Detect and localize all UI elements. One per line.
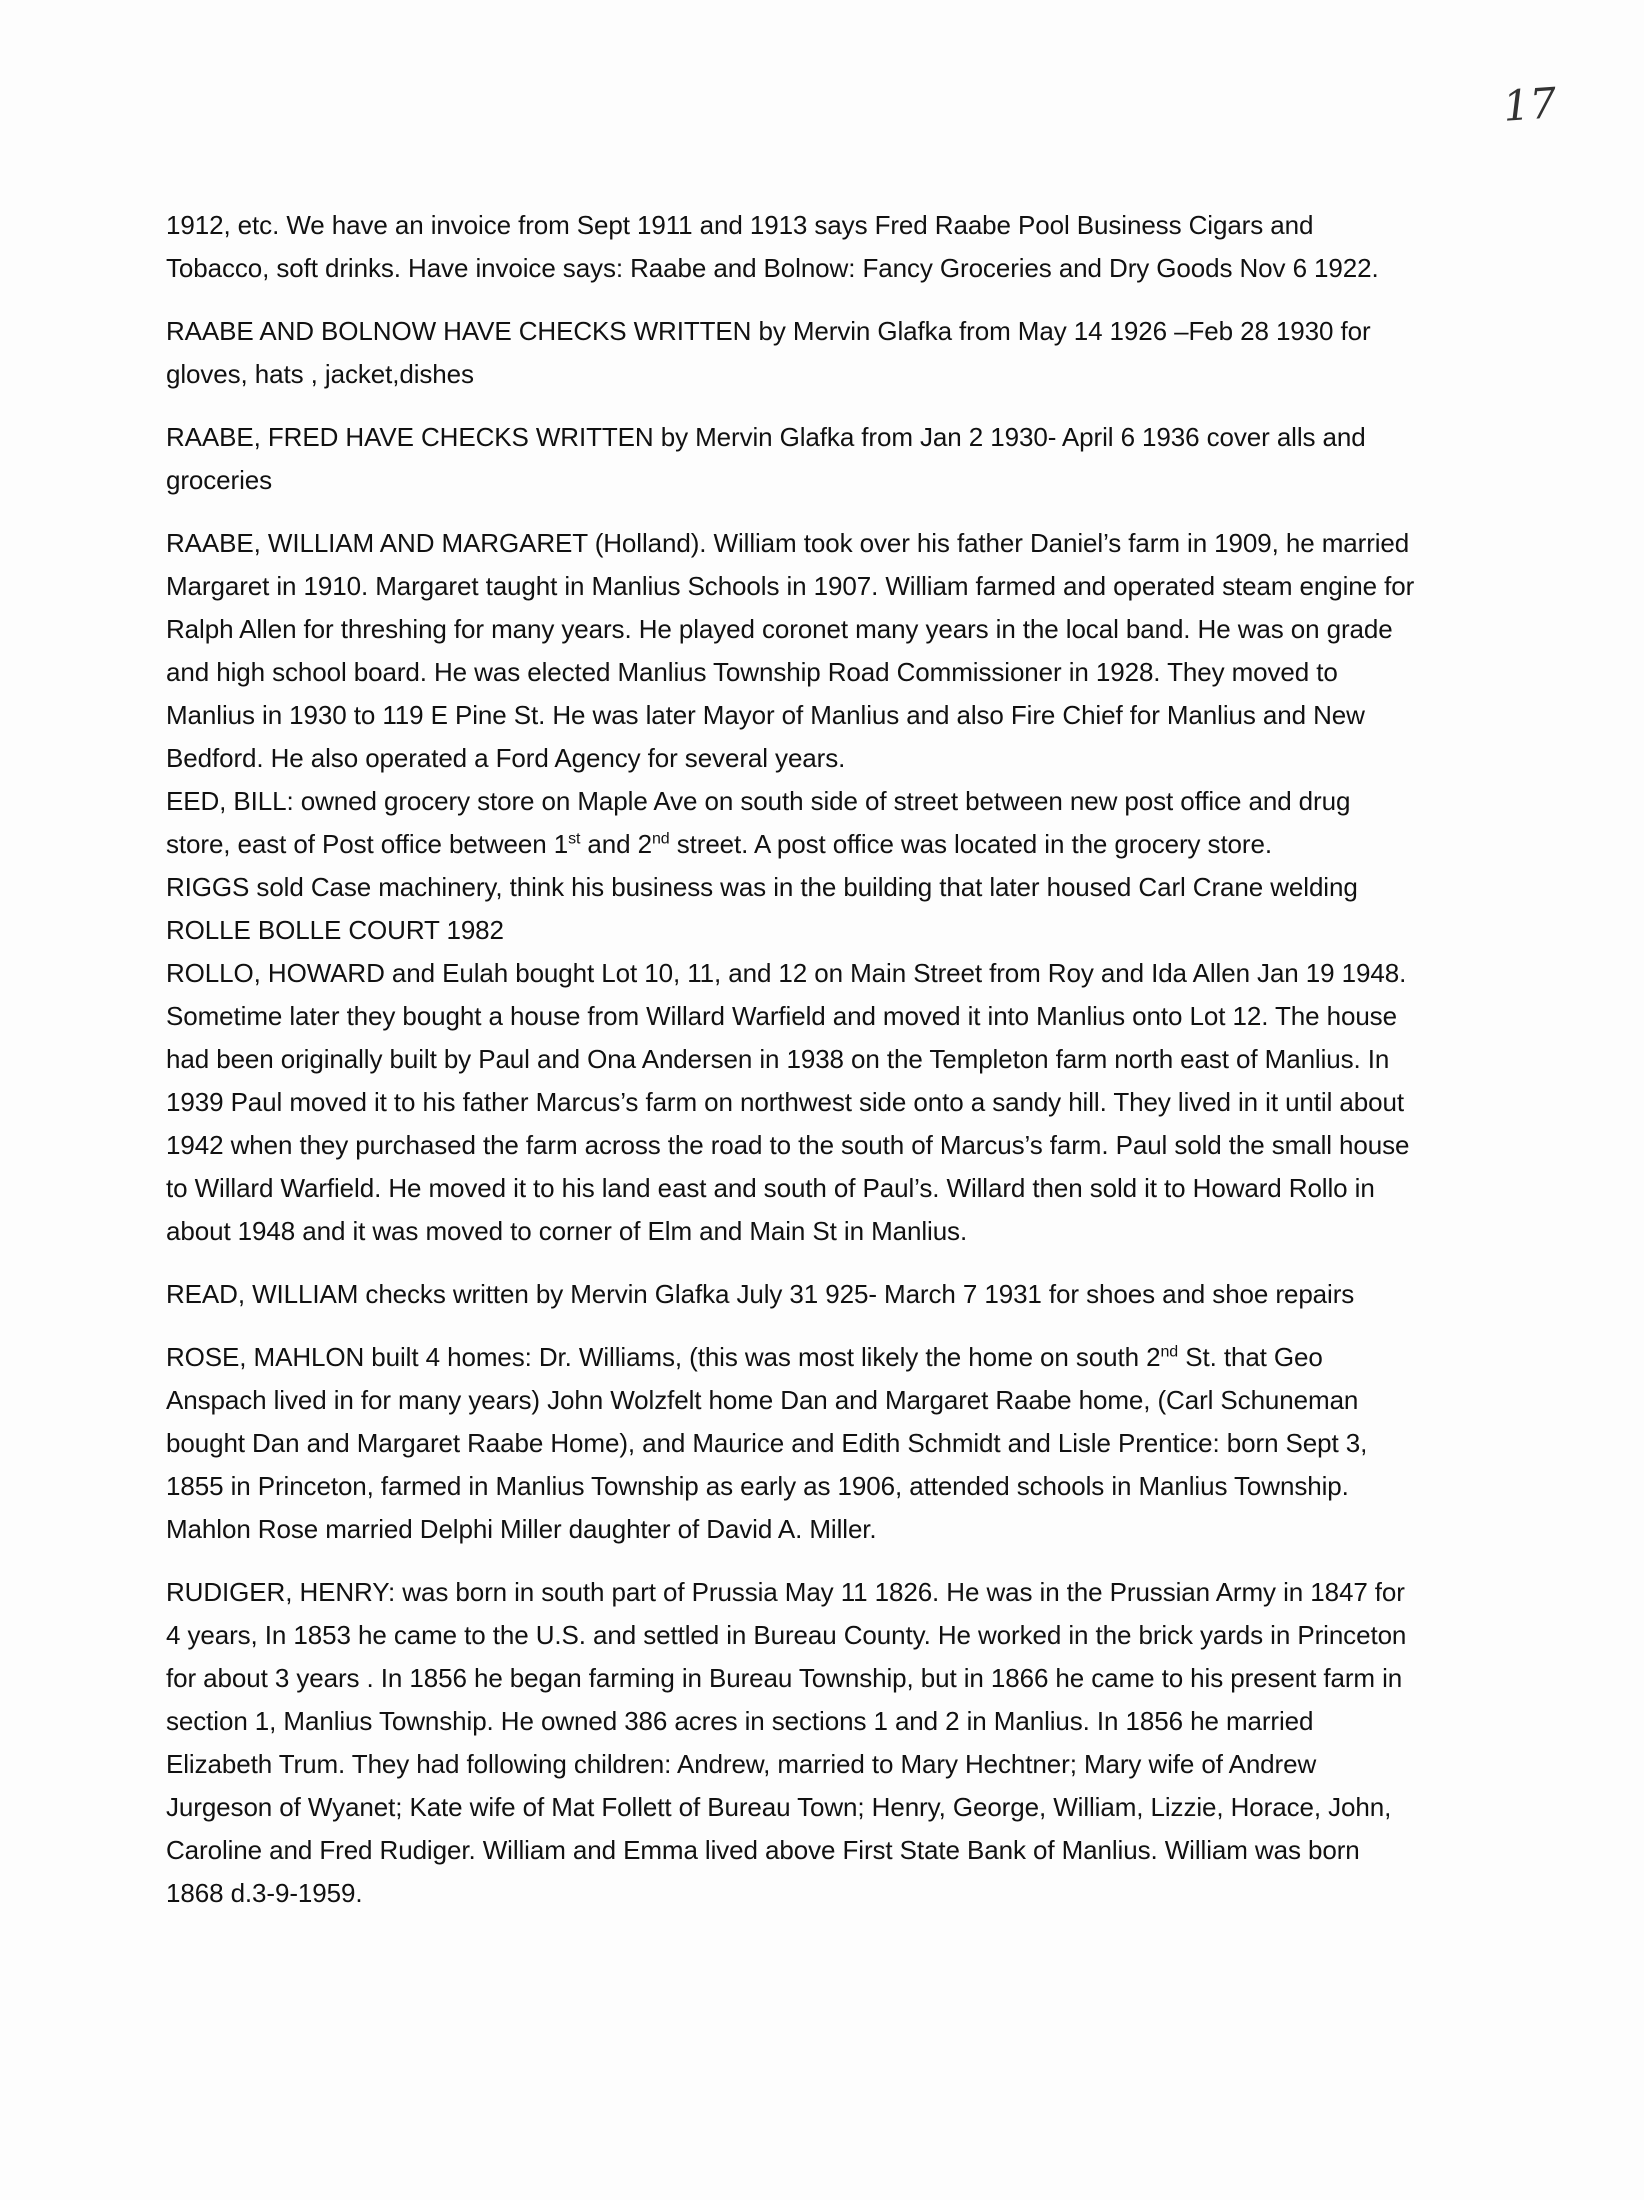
document-body: [166, 204, 1416, 1935]
paragraph-raabe-fred: RAABE, FRED HAVE CHECKS WRITTEN by Mervin Glafka from Jan 2 1930- April 6 1936 cover alls and groceries: [166, 422, 1366, 495]
superscript-nd: nd: [652, 830, 670, 848]
superscript-nd-2: nd: [1160, 1343, 1179, 1361]
paragraph-eed-bill: [166, 780, 1416, 866]
rose-mahlon-text-2: St. that Geo Anspach lived in for many years) John Wolzfelt home Dan and Margaret Raabe home, (Carl Schuneman bought Dan and Margaret Raabe Home), and Maurice and Edith Schmidt and Lisle Prentice: born Sept 3, 1855 in Princeton, farmed in Manlius Township as early as 1906, attended schools in Manlius Township. Mahlon Rose married Delphi Miller daughter of David A. Miller.: [166, 1342, 1368, 1544]
superscript-st: st: [568, 830, 581, 848]
paragraph-rudiger-henry: RUDIGER, HENRY: was born in south part of Prussia May 11 1826. He was in the Prussian Army in 1847 for 4 years, In 1853 he came to the U.S. and settled in Bureau County. He worked in the brick yards in Princeton for about 3 years . In 1856 he began farming in Bureau Township, but in 1866 he came to his present farm in section 1, Manlius Township. He owned 386 acres in sections 1 and 2 in Manlius. In 1856 he married Elizabeth Trum. They had following children: Andrew, married to Mary Hechtner; Mary wife of Andrew Jurgeson of Wyanet; Kate wife of Mat Follett of Bureau Town; Henry, George, William, Lizzie, Horace, John, Caroline and Fred Rudiger. William and Emma lived above First State Bank of Manlius. William was born 1868 d.3-9-1959.: [166, 1577, 1407, 1908]
paragraph-riggs: RIGGS sold Case machinery, think his business was in the building that later housed Carl Crane welding: [166, 872, 1358, 902]
page-number: 17: [1500, 78, 1558, 131]
paragraph-rollo-howard: ROLLO, HOWARD and Eulah bought Lot 10, 11, and 12 on Main Street from Roy and Ida Allen Jan 19 1948. Sometime later they bought a house from Willard Warfield and moved it into Manlius onto Lot 12. The house had been originally built by Paul and Ona Andersen in 1938 on the Templeton farm north east of Manlius. In 1939 Paul moved it to his father Marcus’s farm on northwest side onto a sandy hill. They lived in it until about 1942 when they purchased the farm across the road to the south of Marcus’s farm. Paul sold the small house to Willard Warfield. He moved it to his land east and south of Paul’s. Willard then sold it to Howard Rollo in about 1948 and it was moved to corner of Elm and Main St in Manlius.: [166, 958, 1410, 1246]
paragraph-raabe-william-margaret: RAABE, WILLIAM AND MARGARET (Holland). William took over his father Daniel’s farm in 1909, he married Margaret in 1910. Margaret taught in Manlius Schools in 1907. William farmed and operated steam engine for Ralph Allen for threshing for many years. He played coronet many years in the local band. He was on grade and high school board. He was elected Manlius Township Road Commissioner in 1928. They moved to Manlius in 1930 to 119 E Pine St. He was later Mayor of Manlius and also Fire Chief for Manlius and New Bedford. He also operated a Ford Agency for several years.: [166, 528, 1415, 773]
rose-mahlon-text-1: ROSE, MAHLON built 4 homes: Dr. Williams, (this was most likely the home on south 2: [166, 1342, 1161, 1372]
paragraph-rolle-bolle-court: ROLLE BOLLE COURT 1982: [166, 915, 504, 945]
eed-bill-text-3: street. A post office was located in the grocery store.: [669, 829, 1272, 859]
eed-bill-text-1: EED, BILL: owned grocery store on Maple Ave on south side of street between new post office and drug store, east of Post office between 1: [166, 786, 1351, 859]
paragraph-rose-mahlon: [166, 1336, 1416, 1551]
paragraph-read-william: READ, WILLIAM checks written by Mervin Glafka July 31 925- March 7 1931 for shoes and shoe repairs: [166, 1279, 1355, 1309]
paragraph-raabe-invoice: 1912, etc. We have an invoice from Sept 1911 and 1913 says Fred Raabe Pool Business Cigars and Tobacco, soft drinks. Have invoice says: Raabe and Bolnow: Fancy Groceries and Dry Goods Nov 6 1922.: [166, 210, 1379, 283]
paragraph-raabe-and-bolnow: RAABE AND BOLNOW HAVE CHECKS WRITTEN by Mervin Glafka from May 14 1926 –Feb 28 1930 for gloves, hats , jacket,dishes: [166, 316, 1371, 389]
eed-bill-text-2: and 2: [580, 829, 652, 859]
